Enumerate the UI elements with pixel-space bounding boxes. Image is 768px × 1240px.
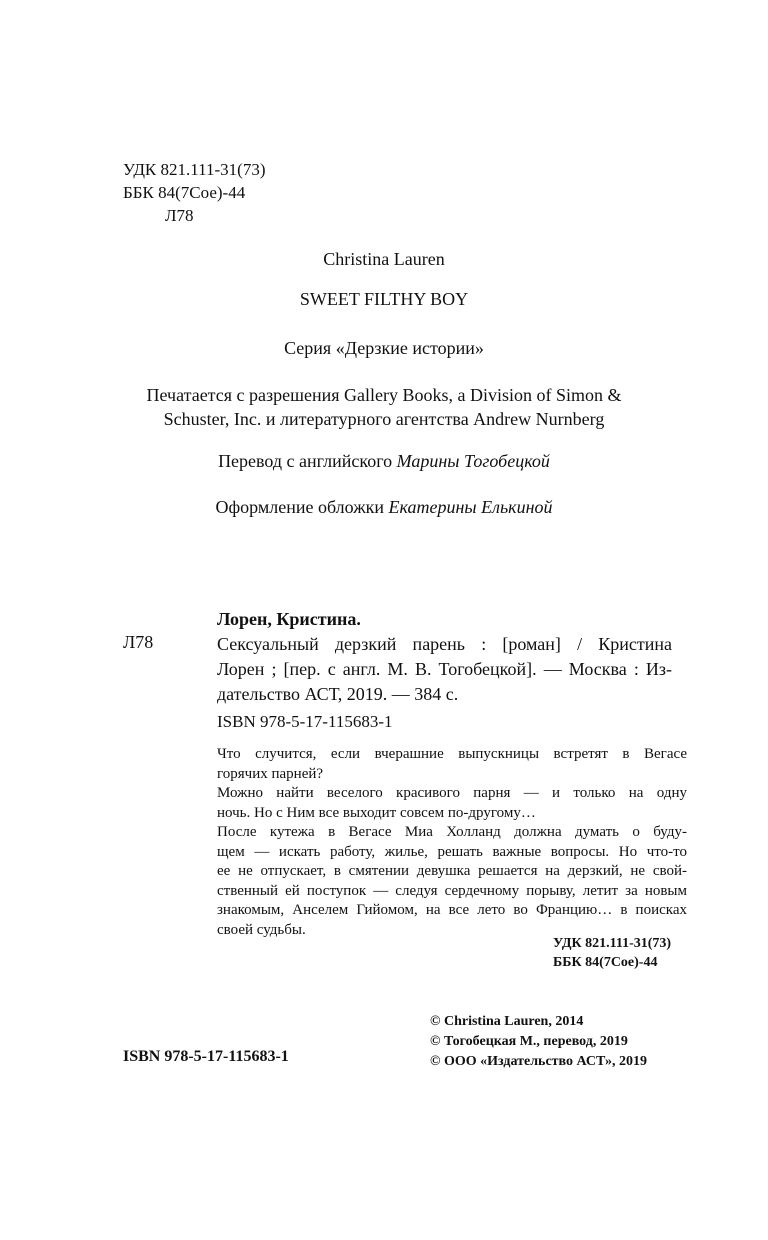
annotation-line: Можно найти веселого красивого парня — и только на одну — [217, 785, 687, 801]
copyright-notices — [430, 1012, 647, 1072]
original-author — [0, 249, 768, 270]
annotation-line: горячих парней? — [217, 765, 324, 782]
permission-notice — [0, 383, 768, 431]
bibliographic-mark: Л78 — [123, 632, 154, 652]
original-title — [0, 289, 768, 310]
bbk-code: ББК 84(7Сое)-44 — [123, 183, 246, 202]
annotation-line: ственный ей поступок — следуя сердечному порыву, летит за новым — [217, 882, 687, 899]
translation-prefix: Перевод с английского — [218, 451, 397, 471]
copyright-line: © Christina Lauren, 2014 — [430, 1014, 584, 1029]
original-title-text: SWEET FILTHY BOY — [299, 289, 469, 309]
copyright-line: © Тогобецкая М., перевод, 2019 — [430, 1034, 628, 1049]
isbn-footer: ISBN 978-5-17-115683-1 — [123, 1048, 289, 1065]
copyright-line: © ООО «Издательство АСТ», 2019 — [430, 1054, 648, 1069]
bibliographic-description — [217, 632, 672, 707]
cover-designer-name: Екатерины Елькиной — [388, 497, 553, 517]
permission-line-1: Печатается с разрешения Gallery Books, a Division of Simon & — [146, 385, 622, 405]
translator-name: Марины Тогобецкой — [396, 451, 550, 471]
classification-codes — [123, 158, 265, 227]
annotation-line: После кутежа в Вегасе Миа Холланд должна думать о буду- — [217, 824, 687, 840]
isbn-record: ISBN 978-5-17-115683-1 — [217, 712, 393, 731]
permission-line-2: Schuster, Inc. и литературного агентства Andrew Nurnberg — [163, 409, 605, 429]
annotation — [217, 745, 687, 940]
annotation-udk: УДК 821.111-31(73) — [553, 936, 672, 951]
series-line — [0, 338, 768, 359]
annotation-line: щем — искать работу, жилье, решать важные вопросы. Но что-то — [217, 843, 687, 860]
annotation-line: ночь. Но с Ним все выходит совсем по-другому… — [217, 804, 536, 821]
annotation-line: своей судьбы. — [217, 921, 306, 938]
biblio-line: Лорен ; [пер. с англ. М. В. Тогобецкой]. — Москва : Из- — [217, 659, 672, 679]
translation-credit — [0, 451, 768, 472]
biblio-line: дательство АСТ, 2019. — 384 с. — [217, 684, 459, 704]
biblio-line: Сексуальный дерзкий парень : [роман] / Кристина — [217, 634, 672, 654]
author-mark: Л78 — [165, 206, 194, 225]
original-author-text: Christina Lauren — [323, 249, 445, 269]
cover-credit — [0, 497, 768, 518]
annotation-line: знакомым, Анселем Гийомом, на все лето во Францию… в поисках — [217, 902, 687, 918]
cover-prefix: Оформление обложки — [215, 497, 389, 517]
annotation-codes — [553, 934, 671, 972]
author-heading: Лорен, Кристина. — [217, 609, 361, 629]
udk-code: УДК 821.111-31(73) — [123, 160, 266, 179]
annotation-line: ее не отпускает, в смятении девушка решается на дерзкий, не свой- — [217, 863, 687, 879]
annotation-line: Что случится, если вчерашние выпускницы встретят в Вегасе — [217, 746, 687, 762]
series-text: Серия «Дерзкие истории» — [284, 338, 484, 358]
annotation-bbk: ББК 84(7Сое)-44 — [553, 955, 658, 970]
